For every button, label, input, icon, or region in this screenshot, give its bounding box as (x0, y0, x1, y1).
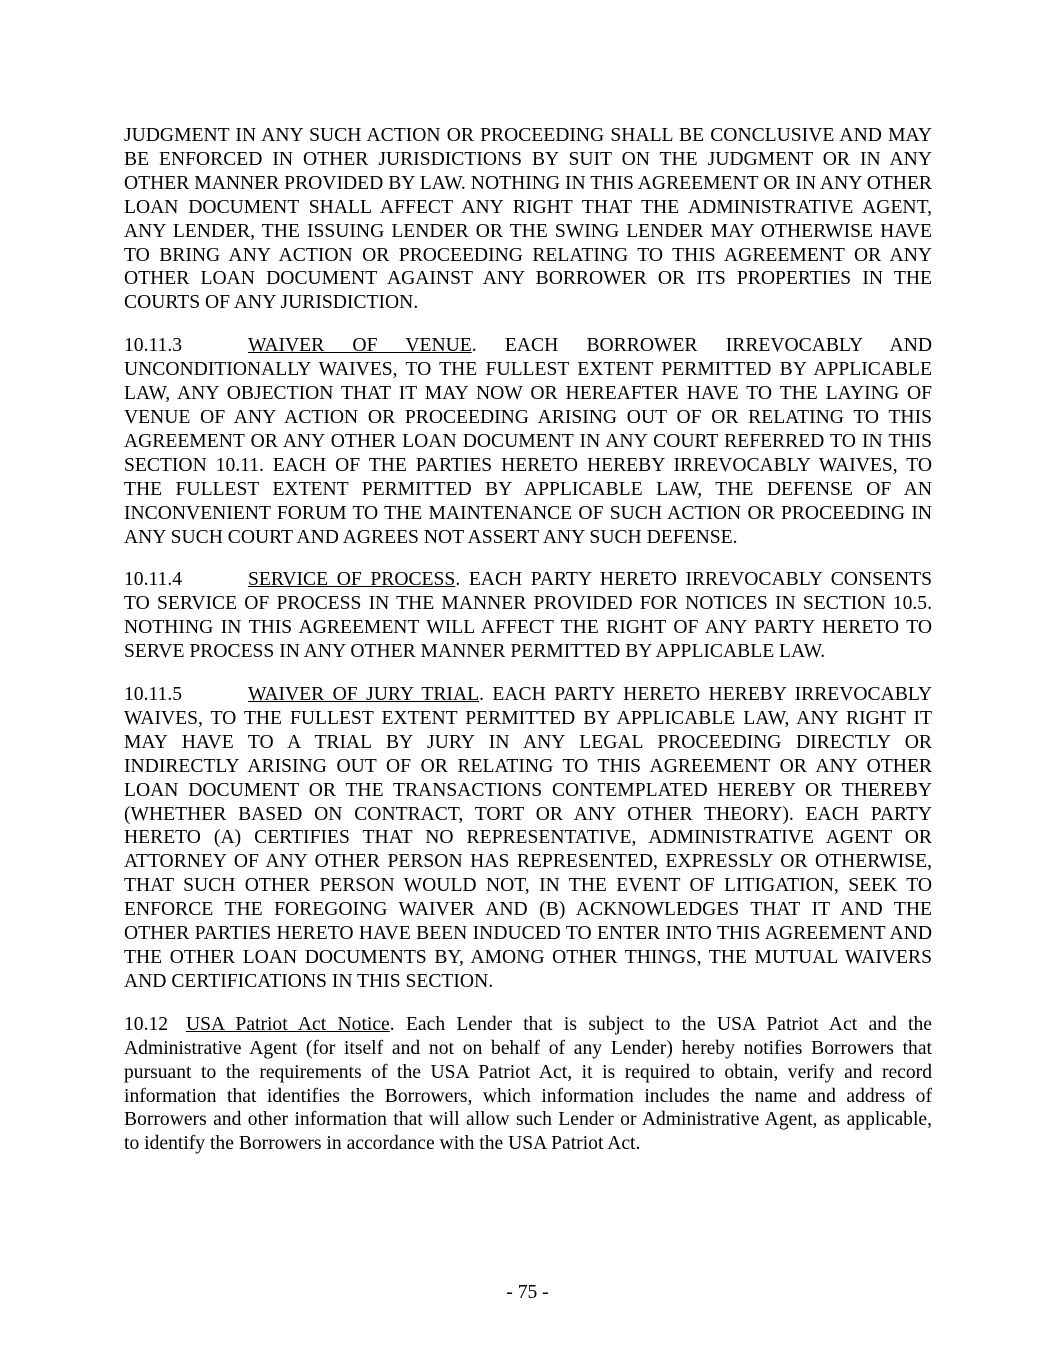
page-number: - 75 - (506, 1282, 549, 1303)
section-number: 10.11.4 (124, 569, 183, 591)
paragraph-text: . EACH BORROWER IRREVOCABLY AND UNCONDITIONALLY WAIVES, TO THE FULLEST EXTENT PERMITTED BY APPLICABLE LAW, ANY OBJECTION THAT IT MAY NOW OR HEREAFTER HAVE TO THE LAYING OF VENUE OF ANY ACTION OR PROCEEDING ARISING OUT OF OR RELATING TO THIS AGREEMENT OR ANY OTHER LOAN DOCUMENT IN ANY COURT REFERRED TO IN THIS SECTION 10.11. EACH OF THE PARTIES HERETO HEREBY IRREVOCABLY WAIVES, TO THE FULLEST EXTENT PERMITTED BY APPLICABLE LAW, THE DEFENSE OF AN INCONVENIENT FORUM TO THE MAINTENANCE OF SUCH ACTION OR PROCEEDING IN ANY SUCH COURT AND AGREES NOT ASSERT ANY SUCH DEFENSE. (124, 335, 932, 548)
paragraph-text: . Each Lender that is subject to the USA Patriot Act and the Administrative Agent (for itself and not on behalf of any Lender) hereby notifies Borrowers that pursuant to the requirements of the USA Patriot Act, it is required to obtain, verify and record information that identifies the Borrowers, which information includes the name and address of Borrowers and other information that will allow such Lender or Administrative Agent, as applicable, to identify the Borrowers in accordance with the USA Patriot Act. (124, 1013, 932, 1155)
section-number: 10.11.5 (124, 684, 183, 706)
paragraph-waiver-of-venue (124, 334, 932, 549)
paragraph-text: . EACH PARTY HERETO HEREBY IRREVOCABLY WAIVES, TO THE FULLEST EXTENT PERMITTED BY APPLICABLE LAW, ANY RIGHT IT MAY HAVE TO A TRIAL BY JURY IN ANY LEGAL PROCEEDING DIRECTLY OR INDIRECTLY ARISING OUT OF OR RELATING TO THIS AGREEMENT OR ANY OTHER LOAN DOCUMENT OR THE TRANSACTIONS CONTEMPLATED HEREBY OR THEREBY (WHETHER BASED ON CONTRACT, TORT OR ANY OTHER THEORY). EACH PARTY HERETO (A) CERTIFIES THAT NO REPRESENTATIVE, ADMINISTRATIVE AGENT OR ATTORNEY OF ANY OTHER PERSON HAS REPRESENTED, EXPRESSLY OR OTHERWISE, THAT SUCH OTHER PERSON WOULD NOT, IN THE EVENT OF LITIGATION, SEEK TO ENFORCE THE FOREGOING WAIVER AND (B) ACKNOWLEDGES THAT IT AND THE OTHER PARTIES HERETO HAVE BEEN INDUCED TO ENTER INTO THIS AGREEMENT AND THE OTHER LOAN DOCUMENTS BY, AMONG OTHER THINGS, THE MUTUAL WAIVERS AND CERTIFICATIONS IN THIS SECTION. (124, 684, 932, 992)
paragraph-waiver-of-jury-trial (124, 683, 932, 994)
paragraph-judgment-continuation (124, 124, 932, 315)
section-heading: WAIVER OF JURY TRIAL (248, 684, 480, 706)
paragraph-text: JUDGMENT IN ANY SUCH ACTION OR PROCEEDING SHALL BE CONCLUSIVE AND MAY BE ENFORCED IN OTHER JURISDICTIONS BY SUIT ON THE JUDGMENT OR IN ANY OTHER MANNER PROVIDED BY LAW. NOTHING IN THIS AGREEMENT OR IN ANY OTHER LOAN DOCUMENT SHALL AFFECT ANY RIGHT THAT THE ADMINISTRATIVE AGENT, ANY LENDER, THE ISSUING LENDER OR THE SWING LENDER MAY OTHERWISE HAVE TO BRING ANY ACTION OR PROCEEDING RELATING TO THIS AGREEMENT OR ANY OTHER LOAN DOCUMENT AGAINST ANY BORROWER OR ITS PROPERTIES IN THE COURTS OF ANY JURISDICTION. (124, 125, 932, 314)
paragraph-text: . EACH PARTY HERETO IRREVOCABLY CONSENTS TO SERVICE OF PROCESS IN THE MANNER PROVIDED FOR NOTICES IN SECTION 10.5. NOTHING IN THIS AGREEMENT WILL AFFECT THE RIGHT OF ANY PARTY HERETO TO SERVE PROCESS IN ANY OTHER MANNER PERMITTED BY APPLICABLE LAW. (124, 569, 932, 663)
section-number: 10.11.3 (124, 335, 183, 357)
paragraph-usa-patriot-act-notice (124, 1013, 932, 1156)
section-heading: WAIVER OF VENUE (248, 335, 472, 357)
section-heading: USA Patriot Act Notice (186, 1013, 390, 1035)
section-heading: SERVICE OF PROCESS (248, 569, 456, 591)
paragraph-service-of-process (124, 568, 932, 664)
document-page (124, 124, 932, 1175)
section-number: 10.12 (124, 1013, 169, 1035)
